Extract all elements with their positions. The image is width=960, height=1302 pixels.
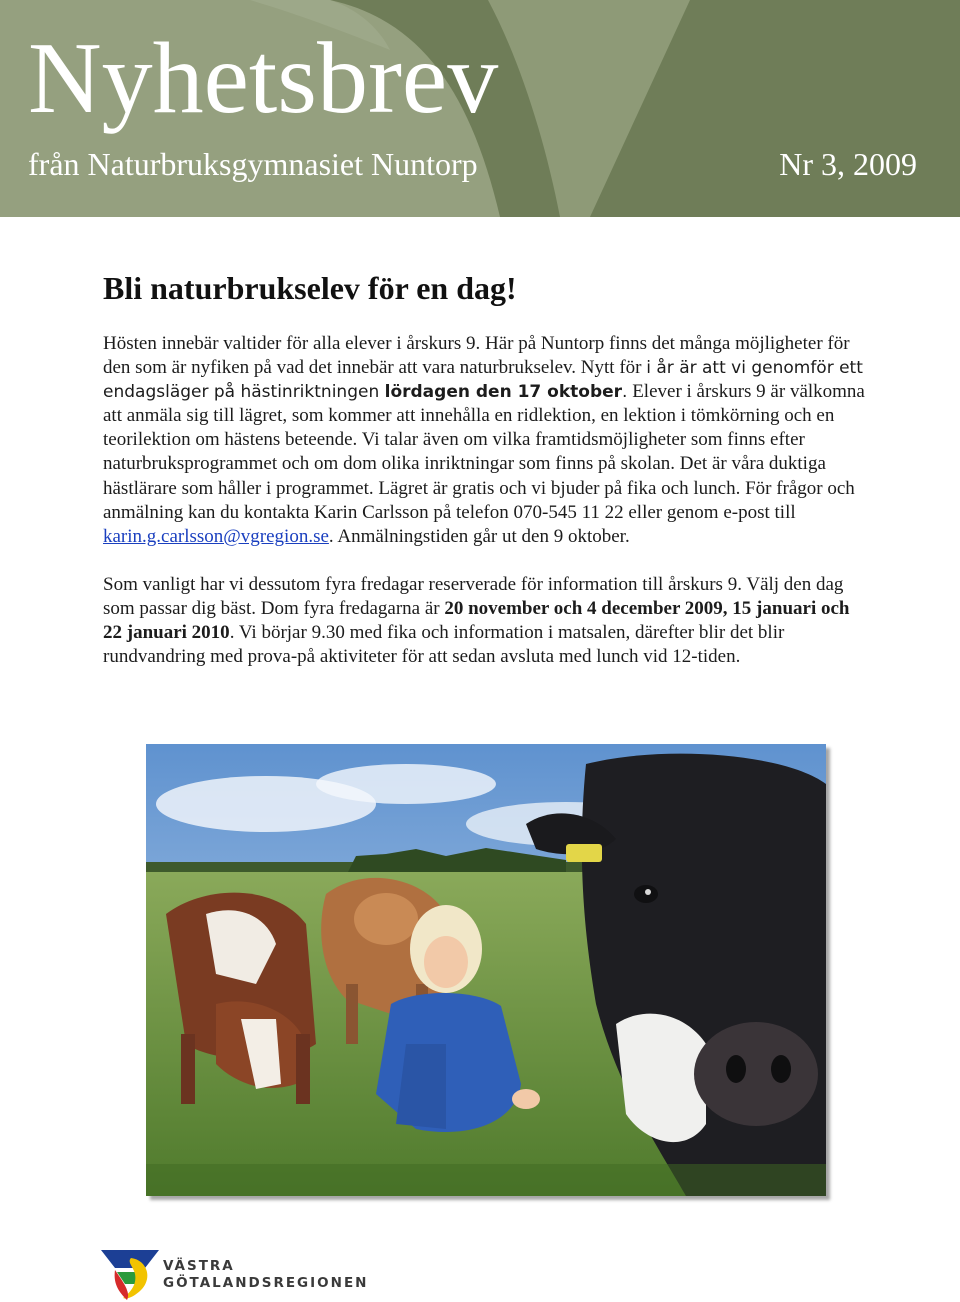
article [103,270,873,669]
p2-text-a: Som vanligt har vi dessutom fyra fredagar reserverade för information till årskurs 9. Välj den dag som passar dig bäst. Dom fyra fredagarna är [103,573,844,619]
newsletter-subtitle: från Naturbruksgymnasiet Nuntorp [28,146,478,182]
camp-date: lördagen den 17 oktober [384,382,623,403]
region-emblem-icon [101,1248,159,1300]
p1-text-a: Hösten innebär valtider för alla elever i årskurs 9. Här på Nuntorp finns det många möjligheter för den som är nyfiken på vad det innebär att vara naturbrukselev. Nytt för [103,333,850,379]
vastra-gotalandsregionen-logo [101,1248,369,1300]
friday-dates: 20 november och 4 december 2009, 15 januari och 22 januari 2010 [103,597,850,644]
p1-text-b: i år är att vi genomför ett endagsläger på hästinriktningen [103,358,863,403]
article-paragraph-2 [103,573,873,669]
issue-number: Nr 3, 2009 [779,146,917,182]
article-headline: Bli naturbrukselev för en dag! [103,270,517,306]
p1-text-e: Elever i årskurs 9 är välkomna att anmäla sig till lägret, som kommer att innehålla en ridlektion, en lektion i tömkörning och en teorilektion om hästens beteende. Vi talar även om vilka framtidsmöjligheter som finns efter naturbruksprogrammet och om dom olika inriktningar som finns på skolan. Det är våra duktiga hästlärare som håller i programmet. Lägret är gratis och vi bjuder på fika och lunch. För frågor och anmälning kan du kontakta Karin Carlsson på telefon 070-545 11 22 eller genom e-post till [103,381,865,523]
contact-email-link[interactable]: karin.g.carlsson@vgregion.se [103,525,329,547]
region-name-line-1: VÄSTRA [163,1258,235,1274]
photo-illustration [146,744,826,1196]
masthead-title: Nyhetsbrev [28,22,499,135]
p1-text-d: . [622,382,628,403]
article-paragraph-1 [103,332,873,549]
p1-text-f: . Anmälningstiden går ut den 9 oktober. [328,525,630,547]
newsletter-banner [0,0,960,217]
region-name [163,1258,368,1292]
cows-and-student-photo [146,744,826,1196]
region-name-line-2: GÖTALANDSREGIONEN [163,1275,369,1291]
p2-text-c: . Vi börjar 9.30 med fika och information i matsalen, därefter blir det blir rundvandring med prova-på aktiviteter för att sedan avsluta med lunch vid 12-tiden. [103,622,785,668]
